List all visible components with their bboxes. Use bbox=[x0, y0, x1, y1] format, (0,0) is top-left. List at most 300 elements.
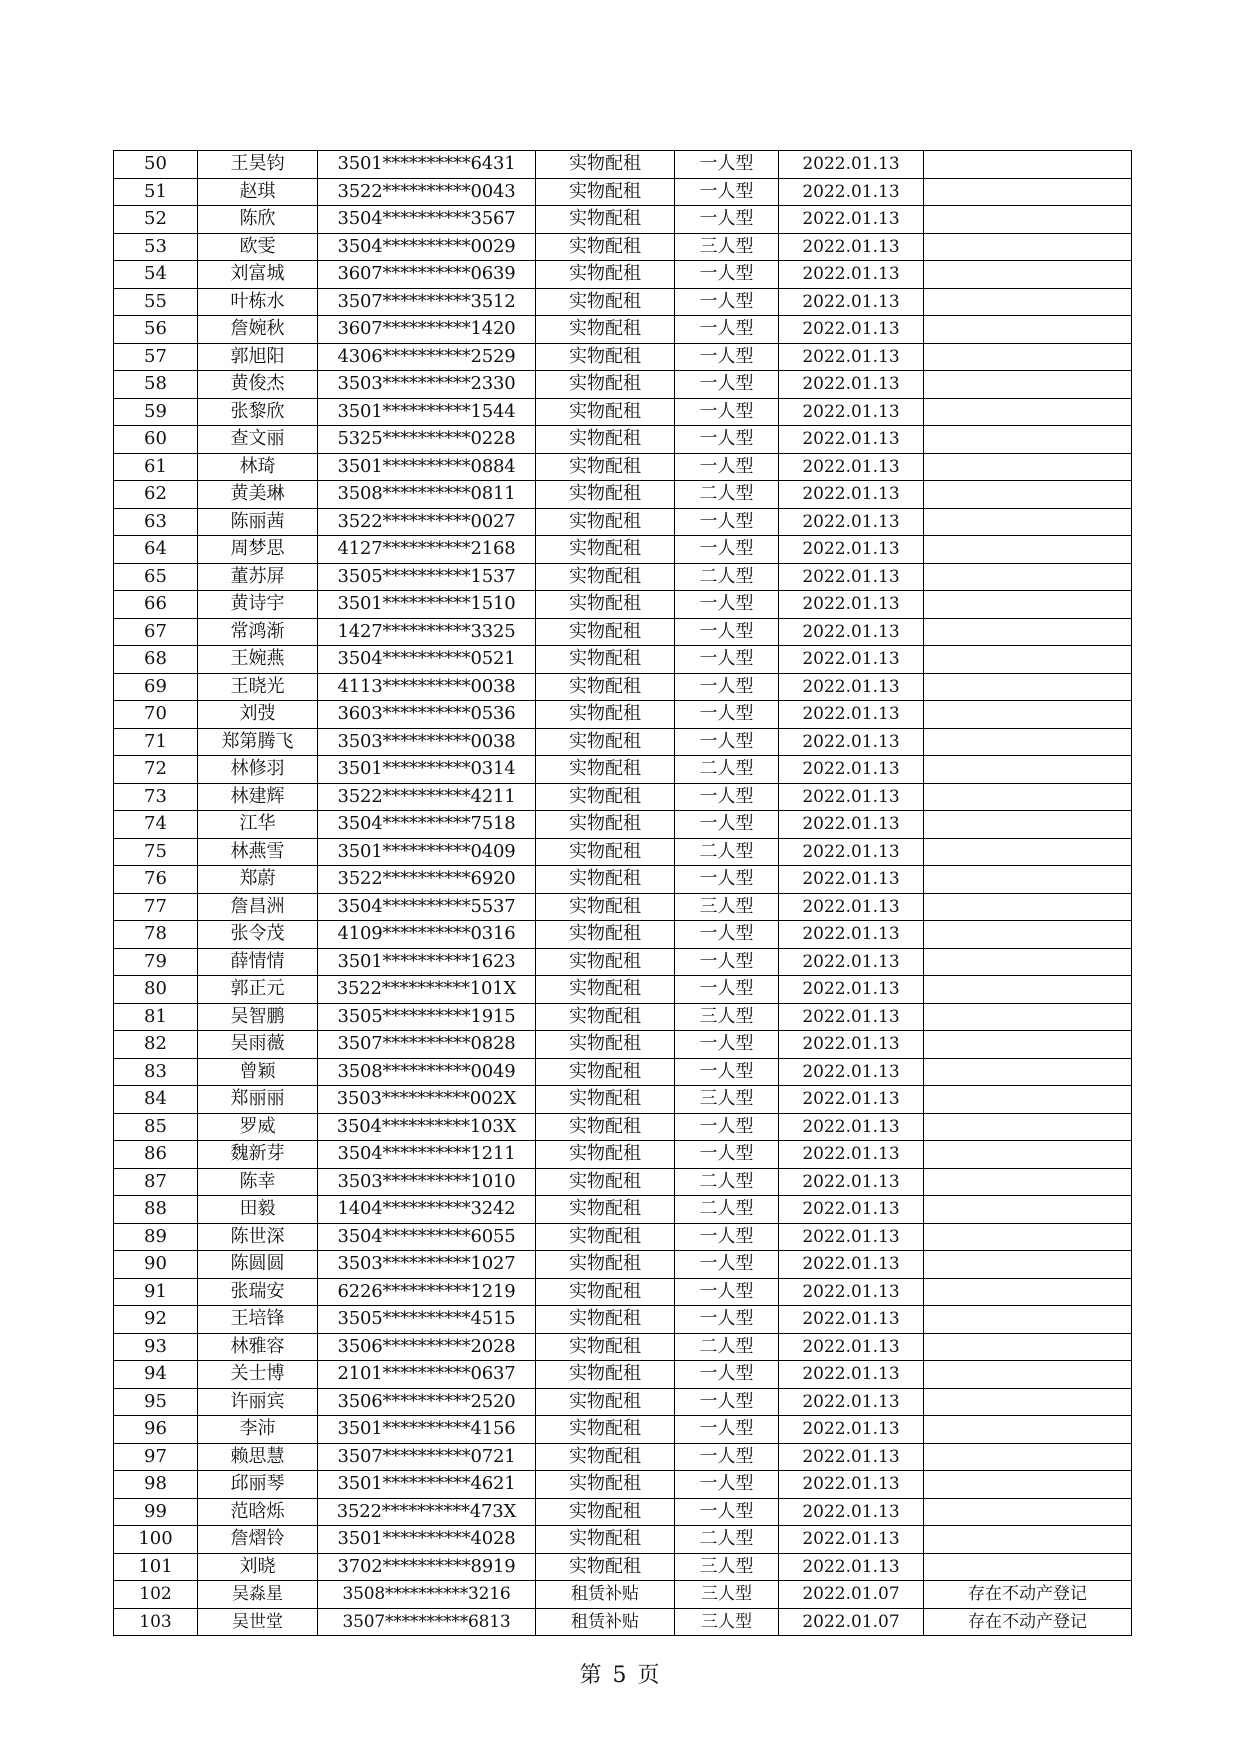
table-row bbox=[114, 1416, 1132, 1444]
approval-date: 2022.01.13 bbox=[779, 206, 924, 234]
household-type: 一人型 bbox=[675, 618, 779, 646]
applicant-name: 吴世堂 bbox=[198, 1608, 318, 1636]
table-row bbox=[114, 1003, 1132, 1031]
household-type: 二人型 bbox=[675, 1526, 779, 1554]
remark bbox=[924, 1113, 1132, 1141]
id-number: 1404**********3242 bbox=[318, 1196, 536, 1224]
table-row bbox=[114, 1553, 1132, 1581]
id-number: 3607**********0639 bbox=[318, 261, 536, 289]
remark: 存在不动产登记 bbox=[924, 1581, 1132, 1609]
row-number: 59 bbox=[114, 398, 198, 426]
row-number: 80 bbox=[114, 976, 198, 1004]
allocation-method: 实物配租 bbox=[536, 398, 675, 426]
applicant-name: 林琦 bbox=[198, 453, 318, 481]
row-number: 75 bbox=[114, 838, 198, 866]
remark bbox=[924, 728, 1132, 756]
remark bbox=[924, 1361, 1132, 1389]
id-number: 3505**********4515 bbox=[318, 1306, 536, 1334]
row-number: 64 bbox=[114, 536, 198, 564]
allocation-method: 实物配租 bbox=[536, 976, 675, 1004]
household-type: 一人型 bbox=[675, 536, 779, 564]
table-row bbox=[114, 591, 1132, 619]
id-number: 3501**********0884 bbox=[318, 453, 536, 481]
table-row bbox=[114, 866, 1132, 894]
household-type: 一人型 bbox=[675, 1471, 779, 1499]
id-number: 3503**********002X bbox=[318, 1086, 536, 1114]
table-row bbox=[114, 1443, 1132, 1471]
row-number: 69 bbox=[114, 673, 198, 701]
allocation-method: 实物配租 bbox=[536, 1333, 675, 1361]
household-type: 一人型 bbox=[675, 1223, 779, 1251]
applicant-name: 吴智鹏 bbox=[198, 1003, 318, 1031]
table-row bbox=[114, 426, 1132, 454]
remark bbox=[924, 811, 1132, 839]
id-number: 3506**********2028 bbox=[318, 1333, 536, 1361]
approval-date: 2022.01.13 bbox=[779, 1498, 924, 1526]
table-row bbox=[114, 701, 1132, 729]
applicant-name: 王婉燕 bbox=[198, 646, 318, 674]
household-type: 一人型 bbox=[675, 288, 779, 316]
allocation-method: 实物配租 bbox=[536, 1443, 675, 1471]
household-type: 三人型 bbox=[675, 1581, 779, 1609]
approval-date: 2022.01.13 bbox=[779, 178, 924, 206]
remark bbox=[924, 316, 1132, 344]
table-row bbox=[114, 1251, 1132, 1279]
id-number: 3503**********1010 bbox=[318, 1168, 536, 1196]
remark bbox=[924, 1141, 1132, 1169]
household-type: 一人型 bbox=[675, 453, 779, 481]
allocation-method: 租赁补贴 bbox=[536, 1581, 675, 1609]
household-type: 一人型 bbox=[675, 1251, 779, 1279]
allocation-method: 实物配租 bbox=[536, 1003, 675, 1031]
applicant-name: 查文丽 bbox=[198, 426, 318, 454]
remark bbox=[924, 893, 1132, 921]
household-type: 一人型 bbox=[675, 1416, 779, 1444]
applicant-name: 叶栋水 bbox=[198, 288, 318, 316]
allocation-method: 实物配租 bbox=[536, 838, 675, 866]
remark bbox=[924, 398, 1132, 426]
table-row bbox=[114, 811, 1132, 839]
applicant-name: 张令茂 bbox=[198, 921, 318, 949]
approval-date: 2022.01.13 bbox=[779, 893, 924, 921]
allocation-method: 实物配租 bbox=[536, 343, 675, 371]
applicant-name: 郑第腾飞 bbox=[198, 728, 318, 756]
row-number: 93 bbox=[114, 1333, 198, 1361]
household-type: 一人型 bbox=[675, 728, 779, 756]
allocation-method: 实物配租 bbox=[536, 1196, 675, 1224]
id-number: 3503**********1027 bbox=[318, 1251, 536, 1279]
page-number: 第 5 页 bbox=[579, 1663, 662, 1688]
approval-date: 2022.01.13 bbox=[779, 866, 924, 894]
applicant-name: 赖思慧 bbox=[198, 1443, 318, 1471]
allocation-method: 实物配租 bbox=[536, 618, 675, 646]
allocation-method: 实物配租 bbox=[536, 1388, 675, 1416]
row-number: 70 bbox=[114, 701, 198, 729]
remark bbox=[924, 701, 1132, 729]
approval-date: 2022.01.13 bbox=[779, 783, 924, 811]
row-number: 89 bbox=[114, 1223, 198, 1251]
applicant-name: 刘晓 bbox=[198, 1553, 318, 1581]
table-row bbox=[114, 536, 1132, 564]
remark bbox=[924, 866, 1132, 894]
approval-date: 2022.01.13 bbox=[779, 1278, 924, 1306]
id-number: 3507**********0721 bbox=[318, 1443, 536, 1471]
remark bbox=[924, 1306, 1132, 1334]
household-type: 一人型 bbox=[675, 1113, 779, 1141]
applicant-name: 王培锋 bbox=[198, 1306, 318, 1334]
row-number: 76 bbox=[114, 866, 198, 894]
table-row bbox=[114, 1031, 1132, 1059]
row-number: 55 bbox=[114, 288, 198, 316]
approval-date: 2022.01.13 bbox=[779, 1553, 924, 1581]
applicant-name: 黄俊杰 bbox=[198, 371, 318, 399]
table-row bbox=[114, 893, 1132, 921]
row-number: 52 bbox=[114, 206, 198, 234]
household-type: 二人型 bbox=[675, 563, 779, 591]
household-type: 一人型 bbox=[675, 508, 779, 536]
allocation-method: 实物配租 bbox=[536, 288, 675, 316]
table-row bbox=[114, 1168, 1132, 1196]
applicant-name: 魏新芽 bbox=[198, 1141, 318, 1169]
allocation-method: 实物配租 bbox=[536, 783, 675, 811]
remark bbox=[924, 1058, 1132, 1086]
table-row bbox=[114, 1141, 1132, 1169]
approval-date: 2022.01.13 bbox=[779, 316, 924, 344]
table-row bbox=[114, 371, 1132, 399]
approval-date: 2022.01.13 bbox=[779, 1443, 924, 1471]
table-row bbox=[114, 1608, 1132, 1636]
applicant-name: 郭正元 bbox=[198, 976, 318, 1004]
id-number: 3504**********3567 bbox=[318, 206, 536, 234]
id-number: 3522**********6920 bbox=[318, 866, 536, 894]
table-row bbox=[114, 398, 1132, 426]
row-number: 61 bbox=[114, 453, 198, 481]
allocation-method: 实物配租 bbox=[536, 1086, 675, 1114]
household-type: 一人型 bbox=[675, 866, 779, 894]
approval-date: 2022.01.07 bbox=[779, 1581, 924, 1609]
applicant-name: 詹熠铃 bbox=[198, 1526, 318, 1554]
row-number: 78 bbox=[114, 921, 198, 949]
table-row bbox=[114, 646, 1132, 674]
applicant-name: 董苏屏 bbox=[198, 563, 318, 591]
allocation-method: 实物配租 bbox=[536, 1168, 675, 1196]
applicant-name: 许丽宾 bbox=[198, 1388, 318, 1416]
approval-date: 2022.01.13 bbox=[779, 728, 924, 756]
remark bbox=[924, 288, 1132, 316]
row-number: 95 bbox=[114, 1388, 198, 1416]
household-type: 一人型 bbox=[675, 151, 779, 179]
household-type: 三人型 bbox=[675, 1003, 779, 1031]
id-number: 4127**********2168 bbox=[318, 536, 536, 564]
household-type: 一人型 bbox=[675, 1443, 779, 1471]
household-type: 一人型 bbox=[675, 673, 779, 701]
approval-date: 2022.01.13 bbox=[779, 1141, 924, 1169]
approval-date: 2022.01.13 bbox=[779, 1168, 924, 1196]
id-number: 3508**********0811 bbox=[318, 481, 536, 509]
approval-date: 2022.01.13 bbox=[779, 343, 924, 371]
row-number: 67 bbox=[114, 618, 198, 646]
allocation-method: 实物配租 bbox=[536, 1031, 675, 1059]
remark bbox=[924, 1526, 1132, 1554]
applicant-name: 周梦思 bbox=[198, 536, 318, 564]
household-type: 一人型 bbox=[675, 646, 779, 674]
applicant-name: 王晓光 bbox=[198, 673, 318, 701]
household-type: 一人型 bbox=[675, 371, 779, 399]
remark bbox=[924, 481, 1132, 509]
table-row bbox=[114, 206, 1132, 234]
household-type: 一人型 bbox=[675, 206, 779, 234]
remark bbox=[924, 756, 1132, 784]
approval-date: 2022.01.13 bbox=[779, 1003, 924, 1031]
row-number: 50 bbox=[114, 151, 198, 179]
row-number: 91 bbox=[114, 1278, 198, 1306]
id-number: 4306**********2529 bbox=[318, 343, 536, 371]
applicant-name: 薛情情 bbox=[198, 948, 318, 976]
allocation-method: 实物配租 bbox=[536, 673, 675, 701]
household-type: 一人型 bbox=[675, 398, 779, 426]
household-type: 一人型 bbox=[675, 1306, 779, 1334]
id-number: 3504**********6055 bbox=[318, 1223, 536, 1251]
row-number: 82 bbox=[114, 1031, 198, 1059]
allocation-method: 实物配租 bbox=[536, 481, 675, 509]
id-number: 3504**********103X bbox=[318, 1113, 536, 1141]
allocation-method: 实物配租 bbox=[536, 1251, 675, 1279]
id-number: 2101**********0637 bbox=[318, 1361, 536, 1389]
id-number: 3501**********1544 bbox=[318, 398, 536, 426]
approval-date: 2022.01.13 bbox=[779, 838, 924, 866]
allocation-method: 实物配租 bbox=[536, 893, 675, 921]
household-type: 一人型 bbox=[675, 701, 779, 729]
household-type: 一人型 bbox=[675, 1031, 779, 1059]
remark bbox=[924, 783, 1132, 811]
remark bbox=[924, 1196, 1132, 1224]
allocation-method: 实物配租 bbox=[536, 1416, 675, 1444]
approval-date: 2022.01.13 bbox=[779, 1223, 924, 1251]
household-type: 一人型 bbox=[675, 811, 779, 839]
applicant-name: 张黎欣 bbox=[198, 398, 318, 426]
approval-date: 2022.01.13 bbox=[779, 1526, 924, 1554]
applicant-name: 王昊钧 bbox=[198, 151, 318, 179]
remark bbox=[924, 233, 1132, 261]
approval-date: 2022.01.13 bbox=[779, 591, 924, 619]
approval-date: 2022.01.13 bbox=[779, 398, 924, 426]
approval-date: 2022.01.13 bbox=[779, 921, 924, 949]
applicant-name: 林修羽 bbox=[198, 756, 318, 784]
id-number: 3501**********0314 bbox=[318, 756, 536, 784]
allocation-method: 实物配租 bbox=[536, 206, 675, 234]
allocation-method: 实物配租 bbox=[536, 1306, 675, 1334]
applicant-name: 林建辉 bbox=[198, 783, 318, 811]
id-number: 3504**********0521 bbox=[318, 646, 536, 674]
approval-date: 2022.01.13 bbox=[779, 563, 924, 591]
allocation-method: 实物配租 bbox=[536, 563, 675, 591]
applicant-name: 曾颖 bbox=[198, 1058, 318, 1086]
allocation-method: 实物配租 bbox=[536, 1278, 675, 1306]
applicant-name: 陈幸 bbox=[198, 1168, 318, 1196]
table-row bbox=[114, 233, 1132, 261]
remark bbox=[924, 1388, 1132, 1416]
id-number: 3503**********2330 bbox=[318, 371, 536, 399]
id-number: 3503**********0038 bbox=[318, 728, 536, 756]
table-row bbox=[114, 343, 1132, 371]
applicant-name: 黄诗宇 bbox=[198, 591, 318, 619]
applicant-name: 陈世深 bbox=[198, 1223, 318, 1251]
table-row bbox=[114, 673, 1132, 701]
id-number: 3504**********0029 bbox=[318, 233, 536, 261]
remark bbox=[924, 1251, 1132, 1279]
remark bbox=[924, 508, 1132, 536]
allocation-method: 实物配租 bbox=[536, 316, 675, 344]
allocation-method: 实物配租 bbox=[536, 1526, 675, 1554]
table-row bbox=[114, 453, 1132, 481]
table-row bbox=[114, 508, 1132, 536]
approval-date: 2022.01.13 bbox=[779, 481, 924, 509]
allocation-method: 实物配租 bbox=[536, 453, 675, 481]
approval-date: 2022.01.13 bbox=[779, 673, 924, 701]
applicant-name: 吴雨薇 bbox=[198, 1031, 318, 1059]
allocation-method: 实物配租 bbox=[536, 1498, 675, 1526]
applicant-name: 常鸿渐 bbox=[198, 618, 318, 646]
allocation-method: 实物配租 bbox=[536, 866, 675, 894]
table-row bbox=[114, 316, 1132, 344]
applicant-table bbox=[113, 150, 1132, 1636]
remark bbox=[924, 371, 1132, 399]
id-number: 3505**********1915 bbox=[318, 1003, 536, 1031]
id-number: 3607**********1420 bbox=[318, 316, 536, 344]
table-row bbox=[114, 783, 1132, 811]
id-number: 6226**********1219 bbox=[318, 1278, 536, 1306]
remark bbox=[924, 1278, 1132, 1306]
table-row bbox=[114, 1058, 1132, 1086]
id-number: 3702**********8919 bbox=[318, 1553, 536, 1581]
applicant-name: 赵琪 bbox=[198, 178, 318, 206]
row-number: 51 bbox=[114, 178, 198, 206]
approval-date: 2022.01.13 bbox=[779, 976, 924, 1004]
approval-date: 2022.01.13 bbox=[779, 948, 924, 976]
table-row bbox=[114, 1223, 1132, 1251]
applicant-name: 张瑞安 bbox=[198, 1278, 318, 1306]
table-row bbox=[114, 1526, 1132, 1554]
remark bbox=[924, 1031, 1132, 1059]
id-number: 3507**********3512 bbox=[318, 288, 536, 316]
id-number: 3501**********4028 bbox=[318, 1526, 536, 1554]
id-number: 3603**********0536 bbox=[318, 701, 536, 729]
applicant-name: 吴淼星 bbox=[198, 1581, 318, 1609]
household-type: 三人型 bbox=[675, 233, 779, 261]
household-type: 二人型 bbox=[675, 1168, 779, 1196]
table-row bbox=[114, 1196, 1132, 1224]
household-type: 一人型 bbox=[675, 426, 779, 454]
row-number: 102 bbox=[114, 1581, 198, 1609]
table-row bbox=[114, 563, 1132, 591]
id-number: 3522**********101X bbox=[318, 976, 536, 1004]
remark bbox=[924, 1086, 1132, 1114]
id-number: 3501**********0409 bbox=[318, 838, 536, 866]
approval-date: 2022.01.13 bbox=[779, 618, 924, 646]
approval-date: 2022.01.13 bbox=[779, 1031, 924, 1059]
table-row bbox=[114, 1333, 1132, 1361]
table-row bbox=[114, 756, 1132, 784]
table-row bbox=[114, 1086, 1132, 1114]
allocation-method: 实物配租 bbox=[536, 646, 675, 674]
remark bbox=[924, 1553, 1132, 1581]
household-type: 二人型 bbox=[675, 756, 779, 784]
row-number: 53 bbox=[114, 233, 198, 261]
household-type: 一人型 bbox=[675, 1141, 779, 1169]
applicant-name: 郑蔚 bbox=[198, 866, 318, 894]
allocation-method: 实物配租 bbox=[536, 1058, 675, 1086]
allocation-method: 实物配租 bbox=[536, 1223, 675, 1251]
applicant-name: 关士博 bbox=[198, 1361, 318, 1389]
allocation-method: 实物配租 bbox=[536, 1471, 675, 1499]
household-type: 一人型 bbox=[675, 316, 779, 344]
table-row bbox=[114, 1113, 1132, 1141]
table-row bbox=[114, 151, 1132, 179]
remark bbox=[924, 343, 1132, 371]
id-number: 3504**********7518 bbox=[318, 811, 536, 839]
allocation-method: 实物配租 bbox=[536, 426, 675, 454]
applicant-name: 黄美琳 bbox=[198, 481, 318, 509]
remark bbox=[924, 1416, 1132, 1444]
row-number: 87 bbox=[114, 1168, 198, 1196]
household-type: 三人型 bbox=[675, 893, 779, 921]
household-type: 一人型 bbox=[675, 1058, 779, 1086]
row-number: 83 bbox=[114, 1058, 198, 1086]
row-number: 94 bbox=[114, 1361, 198, 1389]
household-type: 一人型 bbox=[675, 591, 779, 619]
approval-date: 2022.01.13 bbox=[779, 151, 924, 179]
household-type: 一人型 bbox=[675, 921, 779, 949]
applicant-name: 江华 bbox=[198, 811, 318, 839]
approval-date: 2022.01.13 bbox=[779, 756, 924, 784]
id-number: 3506**********2520 bbox=[318, 1388, 536, 1416]
row-number: 71 bbox=[114, 728, 198, 756]
allocation-method: 实物配租 bbox=[536, 811, 675, 839]
household-type: 一人型 bbox=[675, 1361, 779, 1389]
table-row bbox=[114, 288, 1132, 316]
remark bbox=[924, 921, 1132, 949]
allocation-method: 实物配租 bbox=[536, 591, 675, 619]
id-number: 3522**********473X bbox=[318, 1498, 536, 1526]
remark bbox=[924, 261, 1132, 289]
remark bbox=[924, 673, 1132, 701]
id-number: 3501**********1510 bbox=[318, 591, 536, 619]
allocation-method: 实物配租 bbox=[536, 178, 675, 206]
table-row bbox=[114, 261, 1132, 289]
approval-date: 2022.01.13 bbox=[779, 453, 924, 481]
applicant-name: 李沛 bbox=[198, 1416, 318, 1444]
applicant-name: 陈丽茜 bbox=[198, 508, 318, 536]
applicant-name: 刘富城 bbox=[198, 261, 318, 289]
approval-date: 2022.01.13 bbox=[779, 1196, 924, 1224]
approval-date: 2022.01.13 bbox=[779, 1388, 924, 1416]
row-number: 68 bbox=[114, 646, 198, 674]
remark bbox=[924, 1223, 1132, 1251]
approval-date: 2022.01.13 bbox=[779, 1086, 924, 1114]
allocation-method: 实物配租 bbox=[536, 1553, 675, 1581]
row-number: 60 bbox=[114, 426, 198, 454]
row-number: 57 bbox=[114, 343, 198, 371]
remark bbox=[924, 1333, 1132, 1361]
table-row bbox=[114, 921, 1132, 949]
applicant-name: 郭旭阳 bbox=[198, 343, 318, 371]
household-type: 二人型 bbox=[675, 1196, 779, 1224]
household-type: 三人型 bbox=[675, 1608, 779, 1636]
approval-date: 2022.01.13 bbox=[779, 811, 924, 839]
approval-date: 2022.01.13 bbox=[779, 508, 924, 536]
table-row bbox=[114, 618, 1132, 646]
remark bbox=[924, 976, 1132, 1004]
